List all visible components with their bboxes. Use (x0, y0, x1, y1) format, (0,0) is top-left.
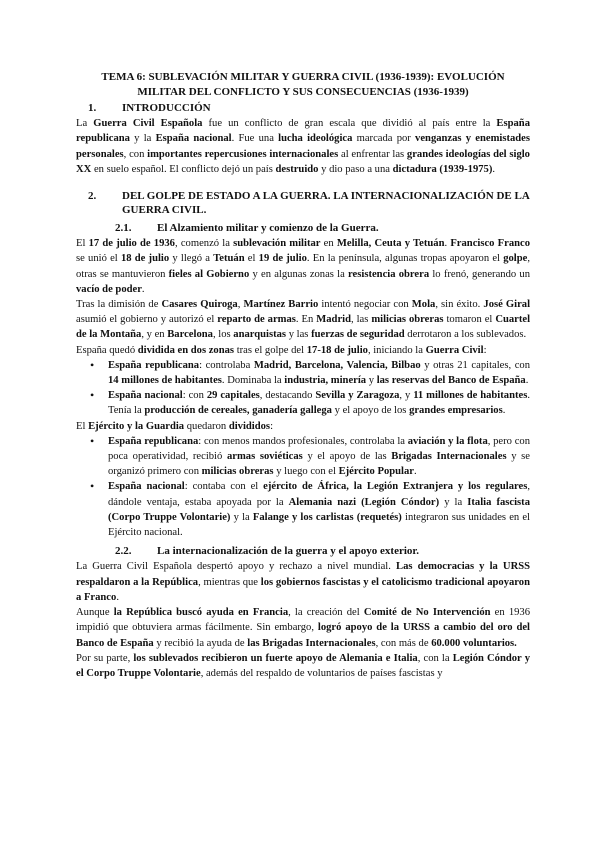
bold-text: Italia fascista (Corpo Truppe Volontarie) (108, 496, 530, 523)
bold-text: los sublevados recibieron un fuerte apoyo de Alemania e Italia (133, 652, 418, 664)
list-item: • España republicana: con menos mandos profesionales, controlaba la aviación y la flota, pero con poca operatividad, recibió armas soviéticas y el apoyo de las Brigadas Internacionales y se organizó primero con milicias obreras y luego con el Ejército Popular. (108, 434, 530, 480)
bold-text: las reservas del Banco de España (376, 375, 526, 387)
bold-text: 17-18 de julio (306, 344, 368, 356)
bold-text: 17 de julio de 1936 (88, 238, 175, 250)
list-item: • España nacional: con 29 capitales, destacando Sevilla y Zaragoza, y 11 millones de habitantes. Tenía la producción de cereales, ganadería gallega y el apoyo de los grandes empresarios. (108, 388, 530, 418)
paragraph: La Guerra Civil Española fue un conflicto de gran escala que dividió al país entre la España republicana y la España nacional. Fue una lucha ideológica marcada por venganzas y enemistades personales, con importantes repercusiones internacionales al enfrentar las grandes ideologías del siglo XX en suelo español. El conflicto dejó un país destruido y dio paso a una dictadura (1939-1975). (76, 118, 531, 175)
section-title: INTRODUCCIÓN (122, 102, 211, 114)
bold-text: armas soviéticas (226, 451, 303, 463)
bold-text: milicias obreras (371, 314, 444, 326)
title-line: MILITAR DEL CONFLICTO Y SUS CONSECUENCIAS (1936-1939) (137, 86, 469, 98)
paragraph: Aunque la República buscó ayuda en Francia, la creación del Comité de No Intervención en 1936 impidió que obtuviera armas fácilmente. Sin embargo, logró apoyo de la URSS a cambio del oro del Banco de España y recibió la ayuda de las Brigadas Internacionales, con más de 60.000 voluntarios. (76, 607, 531, 649)
bold-text: Casares Quiroga (161, 299, 238, 311)
bold-text: divididos (228, 420, 271, 432)
bold-text: Madrid (316, 314, 351, 326)
subsection-heading (76, 221, 530, 236)
section-number: 1. (88, 102, 97, 114)
bold-text: España nacional (155, 133, 232, 145)
subsection-number: 2.1. (115, 222, 132, 235)
document-title (76, 70, 530, 100)
bold-text: la República buscó ayuda en Francia (113, 607, 289, 619)
bold-text: Sevilla y Zaragoza (315, 390, 400, 402)
bold-text: las Brigadas Internacionales (247, 637, 376, 649)
bold-text: destruido (275, 163, 319, 175)
bold-text: ejército de África, la Legión Extranjera y los regulares (263, 481, 528, 493)
bold-text: Ejército Popular (338, 466, 414, 478)
section-number: 2. (88, 190, 97, 203)
section-heading (76, 189, 530, 217)
bold-text: España republicana (76, 118, 530, 145)
bold-text: España republicana (108, 359, 200, 371)
bold-text: Brigadas Internacionales (391, 451, 507, 463)
bold-text: Comité de No Intervención (363, 607, 491, 619)
bold-text: Guerra Civil Española (93, 118, 203, 130)
paragraph: La Guerra Civil Española despertó apoyo y rechazo a nivel mundial. Las democracias y la URSS respaldaron a la República, mientras que los gobiernos fascistas y el catolicismo tradicional apoyaron a Franco. (76, 561, 530, 603)
bold-text: Legión Cóndor y el Corpo Truppe Volontarie (76, 652, 530, 679)
bold-text: producción de cereales, ganadería gallega (144, 405, 332, 417)
bold-text: 60.000 voluntarios. (431, 637, 517, 649)
paragraph: Por su parte, los sublevados recibieron un fuerte apoyo de Alemania e Italia, con la Legión Cóndor y el Corpo Truppe Volontarie, además del respaldo de voluntarios de países fascistas y (76, 652, 530, 679)
bold-text: 14 millones de habitantes (108, 375, 222, 387)
bold-text: 18 de julio (120, 253, 170, 265)
bold-text: fieles al Gobierno (168, 268, 250, 280)
bold-text: logró apoyo de la URSS a cambio del oro del Banco de España (76, 622, 530, 649)
paragraph: El 17 de julio de 1936, comenzó la sublevación militar en Melilla, Ceuta y Tetuán. Francisco Franco se unió el 18 de julio y llegó a Tetuán el 19 de julio. En la península, algunas tropas apoyaron el golpe, otras se mantuvieron fieles al Gobierno y en algunas zonas la resistencia obrera lo frenó, generando un vacío de poder. (76, 238, 531, 295)
bold-text: los gobiernos fascistas y el catolicismo tradicional apoyaron a Franco (76, 576, 530, 603)
bold-text: Melilla, Ceuta y Tetuán (336, 238, 445, 250)
bold-text: Tetuán (213, 253, 245, 265)
section-title: DEL GOLPE DE ESTADO A LA GUERRA. LA INTERNACIONALIZACIÓN DE LA GUERRA CIVIL. (122, 190, 530, 217)
bold-text: grandes empresarios (409, 405, 503, 417)
bold-text: Las democracias y la URSS respaldaron a la República (76, 561, 530, 588)
bold-text: Francisco Franco (450, 238, 531, 250)
bold-text: 19 de julio (258, 253, 307, 265)
bold-text: Ejército y la Guardia (88, 420, 185, 432)
subsection-title: El Alzamiento militar y comienzo de la Guerra. (157, 222, 379, 235)
bold-text: aviación y la flota (407, 435, 488, 447)
subsection-title: La internacionalización de la guerra y el apoyo exterior. (157, 545, 420, 558)
bold-text: España nacional (108, 481, 185, 493)
bold-text: anarquistas (233, 329, 287, 341)
title-line: TEMA 6: SUBLEVACIÓN MILITAR Y GUERRA CIVIL (1936-1939): EVOLUCIÓN (101, 71, 505, 83)
bold-text: Mola (411, 299, 436, 311)
subsection-heading (76, 544, 530, 559)
bold-text: venganzas y enemistades personales (76, 133, 531, 160)
bold-text: importantes repercusiones internacionales (147, 148, 339, 160)
bold-text: golpe (503, 253, 528, 265)
bold-text: 11 millones de habitantes (413, 390, 528, 402)
bold-text: Madrid, Barcelona, Valencia, Bilbao (253, 359, 421, 371)
bold-text: Alemania nazi (Legión Cóndor) (288, 496, 440, 508)
bold-text: José Giral (483, 299, 531, 311)
list-item: • España republicana: controlaba Madrid, Barcelona, Valencia, Bilbao y otras 21 capitales, con 14 millones de habitantes. Dominaba la industria, minería y las reservas del Banco de España. (108, 358, 530, 388)
bold-text: reparto de armas (217, 314, 296, 326)
bold-text: milicias obreras (201, 466, 274, 478)
section-heading (76, 101, 530, 116)
bold-text: dictadura (1939-1975) (392, 163, 493, 175)
bold-text: España nacional (108, 390, 183, 402)
bold-text: sublevación militar (233, 238, 321, 250)
paragraph: Tras la dimisión de Casares Quiroga, Martínez Barrio intentó negociar con Mola, sin éxito. José Giral asumió el gobierno y autorizó el reparto de armas. En Madrid, las milicias obreras tomaron el Cuartel de la Montaña, y en Barcelona, los anarquistas y las fuerzas de seguridad derrotaron a los sublevados. (76, 299, 531, 341)
bold-text: Cuartel de la Montaña (76, 314, 531, 341)
subsection-number: 2.2. (115, 545, 132, 558)
bold-text: Barcelona (167, 329, 213, 341)
bold-text: industria, minería (284, 375, 367, 387)
bold-text: Falange y los carlistas (requetés) (252, 511, 402, 523)
bold-text: lucha ideológica (278, 133, 353, 145)
bold-text: fuerzas de seguridad (311, 329, 405, 341)
bold-text: grandes ideologías del siglo XX (76, 148, 530, 175)
list-item: • España nacional: contaba con el ejército de África, la Legión Extranjera y los regulares, dándole ventaja, estaba apoyada por la Alemania nazi (Legión Cóndor) y la Italia fascista (Corpo Truppe Volontarie) y la Falange y los carlistas (requetés) integraron sus unidades en el Ejército nacional. (108, 479, 530, 540)
bullet-list (76, 358, 530, 419)
paragraph: España quedó dividida en dos zonas tras el golpe del 17-18 de julio, iniciando la Guerra Civil: (76, 344, 487, 356)
bold-text: España republicana (108, 435, 199, 447)
paragraph: El Ejército y la Guardia quedaron divididos: (76, 420, 274, 432)
bold-text: resistencia obrera (348, 268, 430, 280)
bold-text: vacío de poder (76, 283, 142, 295)
bold-text: Guerra Civil (425, 344, 484, 356)
bold-text: dividida en dos zonas (137, 344, 235, 356)
bold-text: Martínez Barrio (243, 299, 319, 311)
bullet-list (76, 434, 530, 540)
bold-text: 29 capitales (206, 390, 260, 402)
